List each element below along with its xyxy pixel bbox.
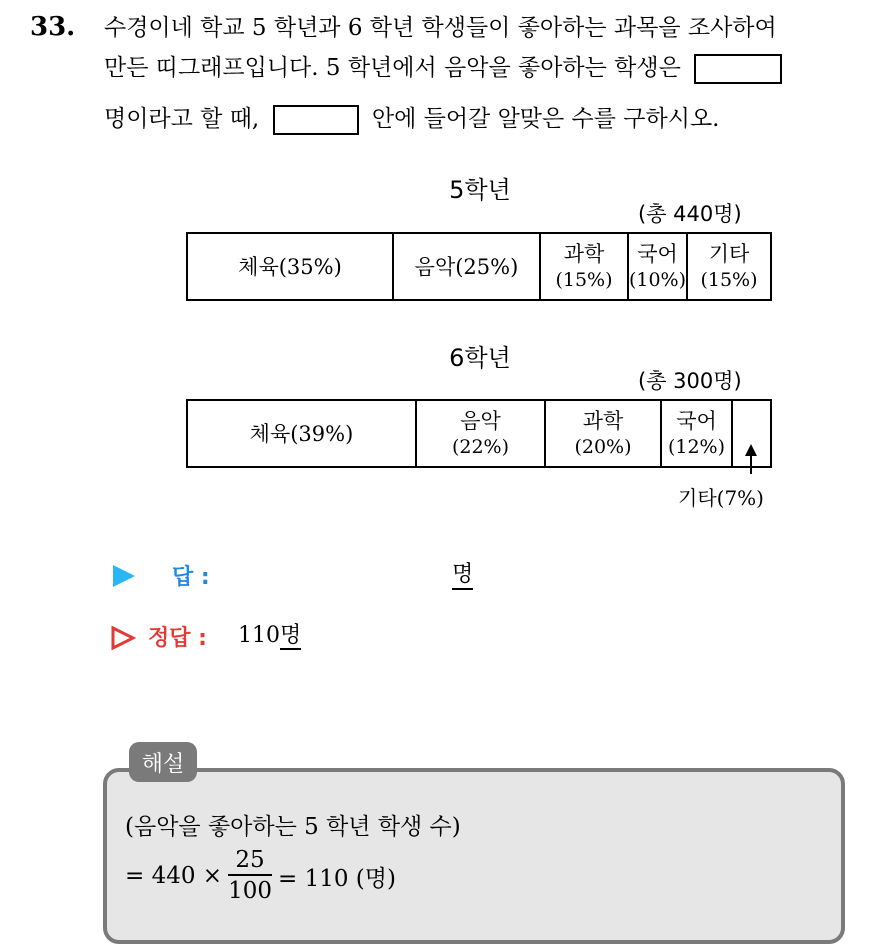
segment-percent: (15%) <box>700 268 758 291</box>
segment-label: 과학 <box>563 241 605 266</box>
segment-pe <box>188 234 394 299</box>
segment-label: 기타 <box>708 241 750 266</box>
correct-answer-label: 정답 : <box>148 626 207 651</box>
graph-total-grade5: (총 440명) <box>638 202 742 226</box>
segment-label: 과학 <box>582 408 624 433</box>
segment-korean <box>629 234 688 299</box>
segment-label: 음악 <box>460 408 501 433</box>
question-line-2 <box>104 52 788 84</box>
segment-music <box>417 401 546 466</box>
fraction <box>228 846 272 906</box>
up-arrow-icon <box>745 444 757 474</box>
segment-science <box>546 401 662 466</box>
question-line-3-after: 안에 들어갈 알맞은 수를 구하시오. <box>371 106 720 132</box>
segment-korean <box>662 401 733 466</box>
segment-pe <box>188 401 417 466</box>
strip-graph-grade5 <box>186 232 772 301</box>
other-note-label: 기타(7%) <box>678 486 764 510</box>
question-line-3 <box>104 103 719 135</box>
answer-blank-box-inline <box>273 105 359 135</box>
segment-label: 음악(25%) <box>414 254 519 279</box>
graph-title-grade5: 5학년 <box>449 176 511 204</box>
answer-unit-text: 명 <box>452 562 474 587</box>
explanation-tag: 해설 <box>129 742 197 782</box>
question-line-3-before: 명이라고 할 때, <box>104 106 260 132</box>
strip-graph-grade6 <box>186 399 772 468</box>
explanation-line-2 <box>125 846 396 906</box>
explanation-suffix: = 110 (명) <box>277 865 396 892</box>
segment-percent: (15%) <box>555 268 613 291</box>
answer-unit <box>452 562 473 590</box>
explanation-prefix: = 440 × <box>125 863 223 889</box>
segment-science <box>541 234 629 299</box>
fraction-numerator: 25 <box>235 847 265 873</box>
segment-label: 국어 <box>676 408 717 433</box>
graph-title-grade6: 6학년 <box>449 344 511 372</box>
fraction-denominator: 100 <box>228 878 272 904</box>
answer-arrow-icon <box>113 565 135 587</box>
segment-percent: (20%) <box>574 435 632 458</box>
answer-label: 답 : <box>172 565 210 590</box>
segment-other <box>688 234 770 299</box>
segment-label: 체육(39%) <box>249 421 354 446</box>
correct-answer <box>238 623 301 649</box>
segment-label: 국어 <box>637 241 678 266</box>
segment-percent: (10%) <box>629 268 687 291</box>
question-line-2-text: 만든 띠그래프입니다. 5 학년에서 음악을 좋아하는 학생은 <box>104 55 681 81</box>
answer-blank-box <box>694 54 782 84</box>
graph-total-grade6: (총 300명) <box>638 369 742 393</box>
segment-label: 체육(35%) <box>238 254 342 279</box>
segment-music <box>394 234 541 299</box>
question-line-1: 수경이네 학교 5 학년과 6 학년 학생들이 좋아하는 과목을 조사하여 <box>104 15 777 41</box>
correct-answer-unit: 명 <box>280 623 302 648</box>
segment-percent: (22%) <box>451 435 510 458</box>
segment-percent: (12%) <box>667 435 726 458</box>
explanation-line-1: (음악을 좋아하는 5 학년 학생 수) <box>125 814 461 840</box>
correct-answer-value: 110 <box>238 623 280 648</box>
question-number: 33. <box>30 12 76 42</box>
correct-arrow-icon <box>110 625 136 651</box>
